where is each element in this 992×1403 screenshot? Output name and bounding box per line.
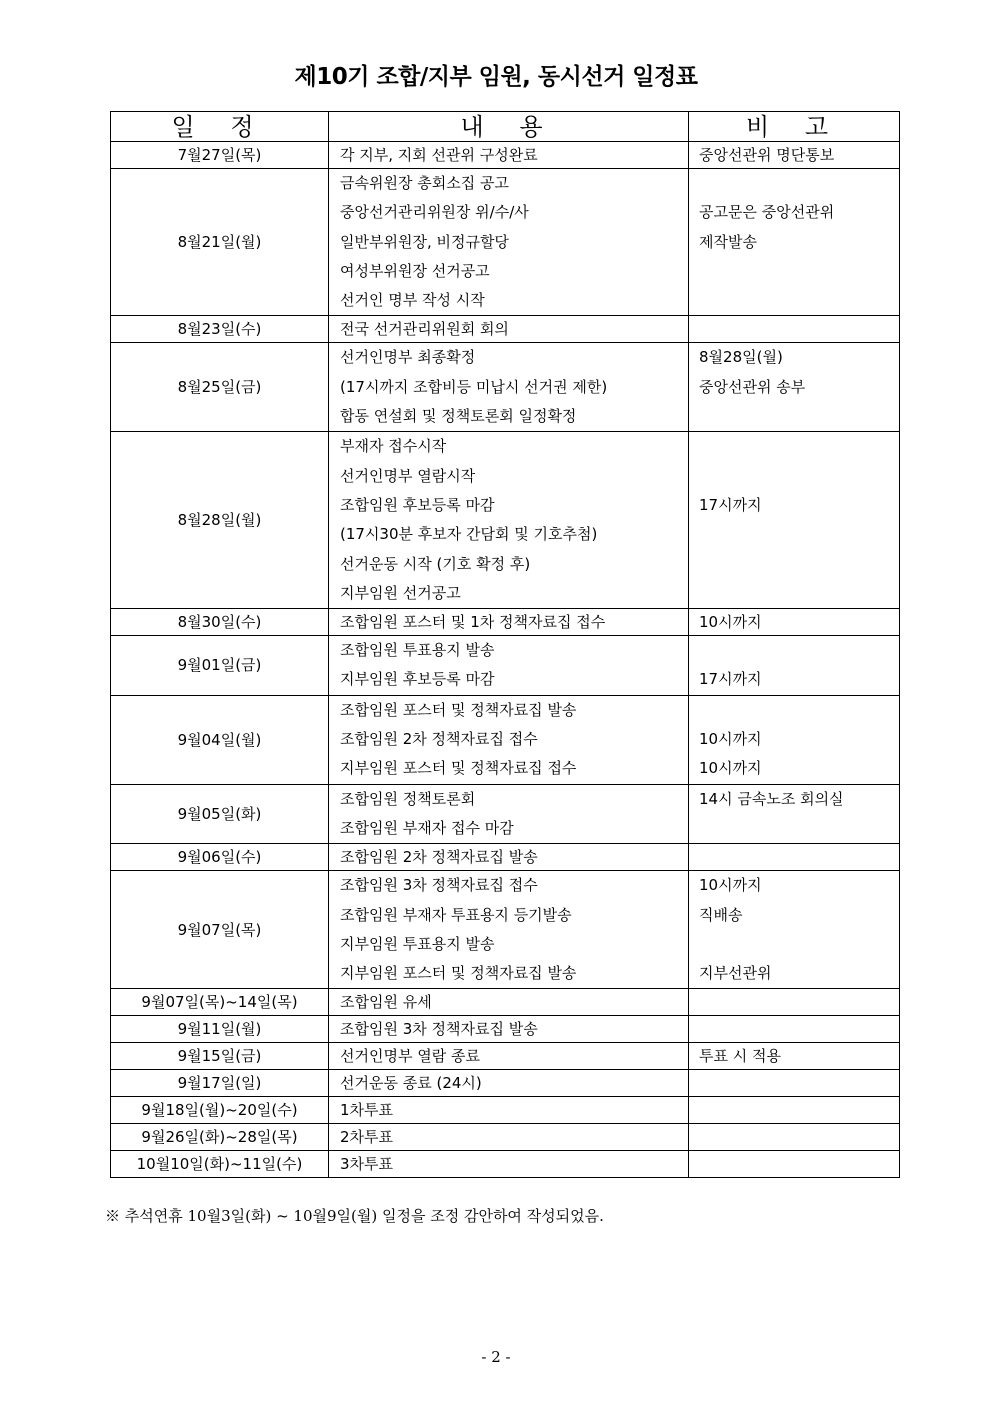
table-row: [111, 1151, 900, 1178]
schedule-content: 조합임원 유세: [329, 989, 689, 1016]
table-row: [111, 1043, 900, 1070]
schedule-note: [689, 432, 900, 609]
content-line: 조합임원 포스터 및 정책자료집 발송: [340, 700, 577, 719]
table-row: [111, 871, 900, 989]
schedule-content: 선거운동 종료 (24시): [329, 1070, 689, 1097]
content-line: 여성부위원장 선거공고: [340, 261, 490, 280]
page-title: 제10기 조합/지부 임원, 동시선거 일정표: [294, 64, 698, 90]
content-line: 부재자 접수시작: [340, 437, 447, 456]
schedule-content: [329, 784, 689, 844]
content-line: 조합임원 2차 정책자료집 접수: [340, 730, 538, 749]
content-line: 선거운동 시작 (기호 확정 후): [340, 554, 531, 573]
note-line: [689, 550, 899, 579]
note-line: [689, 814, 899, 843]
table-row: [111, 1070, 900, 1097]
content-line: 조합임원 투표용지 발송: [340, 641, 495, 660]
note-line: [689, 579, 899, 608]
schedule-date: 9월07일(목): [111, 871, 329, 989]
schedule-date: 9월04일(월): [111, 695, 329, 784]
schedule-date: 9월26일(화)~28일(목): [111, 1124, 329, 1151]
table-row: [111, 1097, 900, 1124]
note-line: 제작발송: [699, 232, 757, 251]
table-row: [111, 636, 900, 696]
schedule-note: [689, 1151, 900, 1178]
schedule-date: 8월30일(수): [111, 609, 329, 636]
note-line: 14시 금속노조 회의실: [699, 789, 844, 808]
schedule-date: 9월17일(일): [111, 1070, 329, 1097]
table-row: [111, 844, 900, 871]
schedule-date: 9월05일(화): [111, 784, 329, 844]
schedule-date: 7월27일(목): [111, 142, 329, 169]
footnote: ※ 추석연휴 10월3일(화) ~ 10월9일(월) 일정을 조정 감안하여 작성되었음.: [105, 1207, 604, 1225]
note-line: [689, 257, 899, 286]
schedule-note: [689, 989, 900, 1016]
schedule-note: [689, 1016, 900, 1043]
note-line: [689, 636, 899, 665]
content-line: 지부임원 선거공고: [340, 583, 461, 602]
schedule-date: 9월18일(월)~20일(수): [111, 1097, 329, 1124]
table-row: [111, 343, 900, 432]
schedule-date: 9월15일(금): [111, 1043, 329, 1070]
schedule-date: 8월21일(월): [111, 169, 329, 316]
schedule-content: [329, 169, 689, 316]
schedule-note: [689, 1124, 900, 1151]
schedule-date: 9월11일(월): [111, 1016, 329, 1043]
schedule-date: 9월07일(목)~14일(목): [111, 989, 329, 1016]
note-line: 10시까지: [699, 876, 762, 895]
content-line: 중앙선거관리위원장 위/수/사: [340, 203, 529, 222]
schedule-date: 10월10일(화)~11일(수): [111, 1151, 329, 1178]
content-line: 지부임원 포스터 및 정책자료집 접수: [340, 759, 577, 778]
schedule-date: 8월25일(금): [111, 343, 329, 432]
schedule-note: [689, 169, 900, 316]
table-row: [111, 609, 900, 636]
schedule-content: [329, 432, 689, 609]
schedule-content: 조합임원 3차 정책자료집 발송: [329, 1016, 689, 1043]
content-line: 일반부위원장, 비정규할당: [340, 232, 509, 251]
schedule-content: 조합임원 2차 정책자료집 발송: [329, 844, 689, 871]
table-row: [111, 784, 900, 844]
content-line: 조합임원 3차 정책자료집 접수: [340, 876, 538, 895]
table-row: [111, 432, 900, 609]
schedule-note: [689, 844, 900, 871]
page-number: - 2 -: [481, 1348, 511, 1366]
content-line: 선거인 명부 작성 시작: [340, 291, 485, 310]
schedule-note: 투표 시 적용: [689, 1043, 900, 1070]
schedule-content: [329, 695, 689, 784]
schedule-content: 선거인명부 열람 종료: [329, 1043, 689, 1070]
schedule-content: 전국 선거관리위원회 회의: [329, 316, 689, 343]
schedule-date: 9월01일(금): [111, 636, 329, 696]
note-line: [689, 286, 899, 315]
schedule-content: 1차투표: [329, 1097, 689, 1124]
note-line: 17시까지: [699, 495, 762, 514]
header-date: 일 정: [111, 112, 329, 142]
content-line: 금속위원장 총회소집 공고: [340, 174, 509, 192]
note-line: 10시까지: [699, 759, 762, 778]
content-line: 선거인명부 열람시작: [340, 466, 476, 485]
note-line: [689, 930, 899, 959]
table-row: [111, 1016, 900, 1043]
content-line: (17시까지 조합비등 미납시 선거권 제한): [340, 377, 608, 396]
schedule-content: 2차투표: [329, 1124, 689, 1151]
schedule-note: [689, 1097, 900, 1124]
table-row: [111, 989, 900, 1016]
note-line: 17시까지: [699, 670, 762, 689]
schedule-content: [329, 636, 689, 696]
note-line: 8월28일(월): [699, 348, 783, 367]
table-row: [111, 316, 900, 343]
content-line: (17시30분 후보자 간담회 및 기호추첨): [340, 525, 598, 544]
schedule-table: [110, 111, 900, 1178]
schedule-date: 9월06일(수): [111, 844, 329, 871]
schedule-content: 각 지부, 지회 선관위 구성완료: [329, 142, 689, 169]
content-line: 조합임원 후보등록 마감: [340, 495, 495, 514]
schedule-note: [689, 343, 900, 432]
header-content: 내 용: [329, 112, 689, 142]
note-line: [689, 462, 899, 491]
schedule-note: [689, 784, 900, 844]
note-line: [689, 520, 899, 549]
schedule-body: [111, 142, 900, 1178]
note-line: [689, 402, 899, 431]
content-line: 지부임원 후보등록 마감: [340, 670, 495, 689]
content-line: 조합임원 정책토론회: [340, 789, 476, 808]
schedule-note: [689, 316, 900, 343]
table-row: [111, 1124, 900, 1151]
schedule-content: 3차투표: [329, 1151, 689, 1178]
note-line: 지부선관위: [699, 964, 772, 983]
content-line: 합동 연설회 및 정책토론회 일정확정: [340, 407, 577, 426]
note-line: 직배송: [699, 905, 743, 924]
note-line: 중앙선관위 송부: [699, 377, 806, 396]
schedule-content: [329, 871, 689, 989]
schedule-content: 조합임원 포스터 및 1차 정책자료집 접수: [329, 609, 689, 636]
table-row: [111, 695, 900, 784]
note-line: [689, 432, 899, 461]
note-line: 공고문은 중앙선관위: [699, 203, 835, 222]
content-line: 선거인명부 최종확정: [340, 348, 476, 367]
schedule-content: [329, 343, 689, 432]
content-line: 조합임원 부재자 투표용지 등기발송: [340, 905, 572, 924]
content-line: 지부임원 포스터 및 정책자료집 발송: [340, 964, 577, 983]
schedule-note: [689, 636, 900, 696]
note-line: [689, 696, 899, 725]
schedule-note: [689, 871, 900, 989]
table-row: [111, 169, 900, 316]
table-header-row: [111, 112, 900, 142]
schedule-note: [689, 695, 900, 784]
content-line: 조합임원 부재자 접수 마감: [340, 818, 514, 837]
note-line: 10시까지: [699, 730, 762, 749]
header-note: 비 고: [689, 112, 900, 142]
table-row: [111, 142, 900, 169]
schedule-date: 8월28일(월): [111, 432, 329, 609]
schedule-date: 8월23일(수): [111, 316, 329, 343]
schedule-note: [689, 1070, 900, 1097]
schedule-note: 10시까지: [689, 609, 900, 636]
content-line: 지부임원 투표용지 발송: [340, 934, 495, 953]
schedule-note: 중앙선관위 명단통보: [689, 142, 900, 169]
note-line: [689, 169, 899, 198]
